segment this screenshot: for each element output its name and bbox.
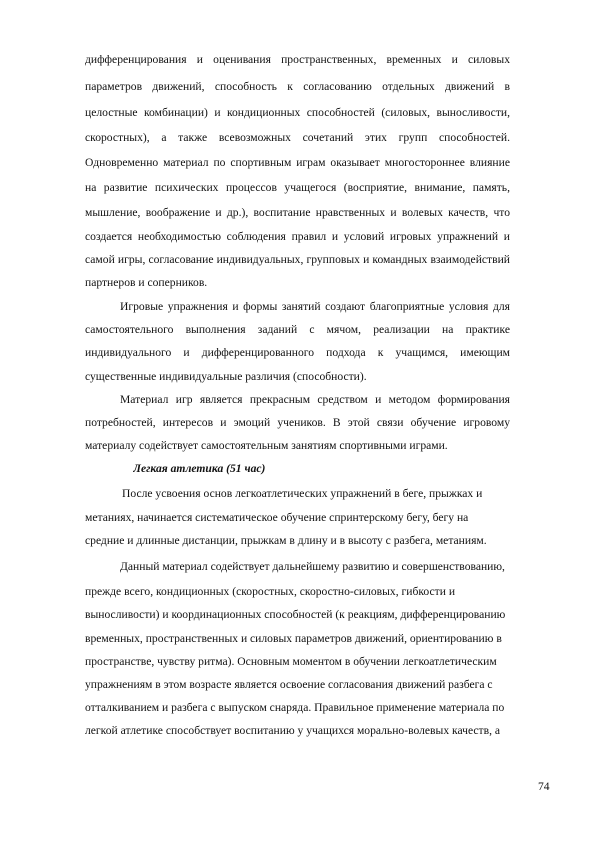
text-line: Одновременно материал по спортивным играм оказывает многостороннее влияние	[85, 156, 510, 169]
text-line: легкой атлетике способствует воспитанию у учащихся морально-волевых качеств, а	[85, 724, 501, 737]
text-line: дифференцирования и оценивания пространственных, временных и силовых	[85, 53, 510, 66]
text-line: самостоятельного выполнения заданий с мячом, реализации на практике	[85, 323, 510, 336]
text-line: параметров движений, способность к согласованию отдельных движений в	[85, 80, 510, 93]
section-heading: Легкая атлетика (51 час)	[133, 462, 266, 475]
text-line: упражнениям в этом возрасте является освоение согласования движений разбега с	[85, 678, 493, 691]
text-line: целостные комбинации) и кондиционных способностей (силовых, выносливости,	[85, 106, 510, 119]
text-line: потребностей, интересов и эмоций учеников. В этой связи обучение игровому	[85, 416, 510, 429]
text-line: на развитие психических процессов учащегося (восприятие, внимание, память,	[85, 181, 510, 194]
text-line: временных, пространственных и силовых параметров движений, ориентированию в	[85, 632, 502, 645]
text-line: индивидуального и дифференцированного подхода к учащимся, имеющим	[85, 346, 510, 359]
text-line: партнеров и соперников.	[85, 276, 208, 289]
text-line: материалу содействует самостоятельным занятиям спортивными играми.	[85, 439, 448, 452]
text-line: пространстве, чувству ритма). Основным моментом в обучении легкоатлетическим	[85, 655, 497, 668]
text-line: метаниях, начинается систематическое обучение спринтерскому бегу, бегу на	[85, 511, 469, 524]
text-line: Материал игр является прекрасным средством и методом формирования	[120, 393, 510, 406]
text-line: средние и длинные дистанции, прыжкам в длину и в высоту с разбега, метаниям.	[85, 534, 487, 547]
text-line: выносливости) и координационных способностей (к реакциям, дифференцированию	[85, 608, 506, 621]
text-line: мышление, воображение и др.), воспитание нравственных и волевых качеств, что	[85, 206, 510, 219]
text-line: отталкиванием и разбега с выпуском снаряда. Правильное применение материала по	[85, 701, 505, 714]
text-line: После усвоения основ легкоатлетических упражнений в беге, прыжках и	[122, 487, 483, 500]
text-line: скоростных), а также всевозможных сочетаний этих групп способностей.	[85, 131, 510, 144]
page-number: 74	[538, 780, 550, 793]
text-line: прежде всего, кондиционных (скоростных, скоростно-силовых, гибкости и	[85, 585, 456, 598]
text-line: создается необходимостью соблюдения правил и условий игровых упражнений и	[85, 230, 510, 243]
text-line: существенные индивидуальные различия (способности).	[85, 370, 367, 383]
text-line: Игровые упражнения и формы занятий создают благоприятные условия для	[120, 300, 510, 313]
text-line: самой игры, согласование индивидуальных, групповых и командных взаимодействий	[85, 253, 510, 266]
text-line: Данный материал содействует дальнейшему развитию и совершенствованию,	[120, 560, 505, 573]
